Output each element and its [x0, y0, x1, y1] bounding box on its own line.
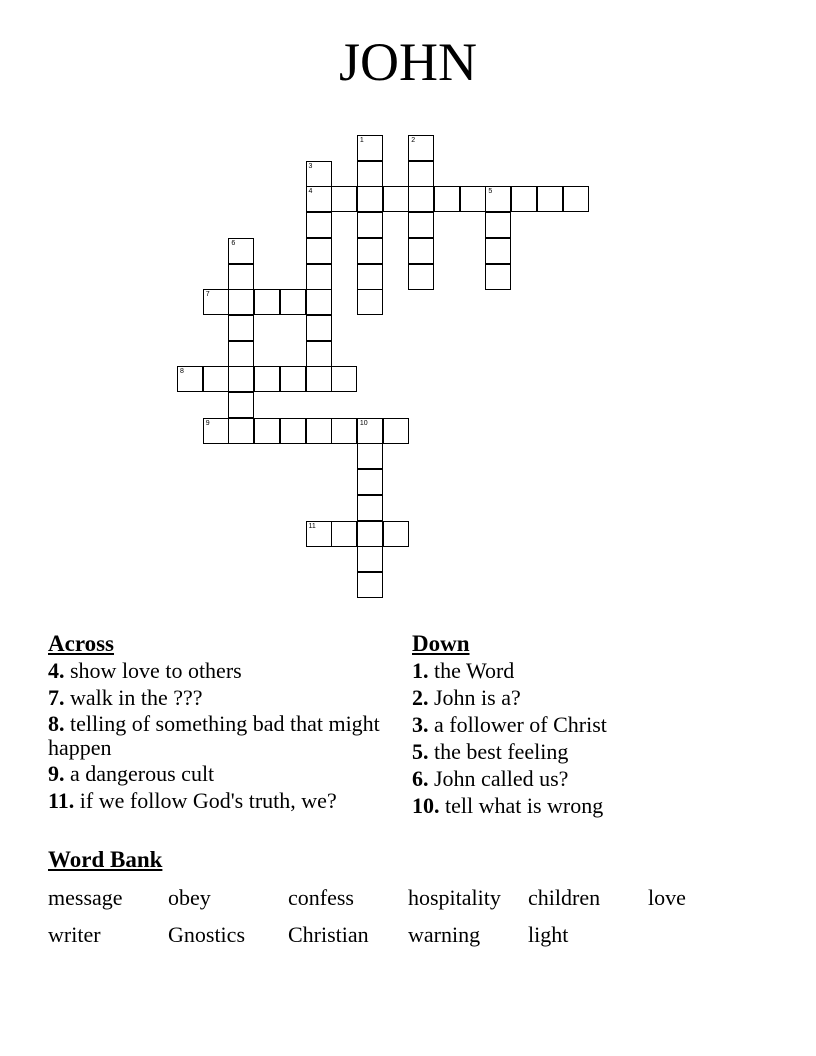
- down-clue: [412, 766, 772, 792]
- grid-cell[interactable]: [254, 289, 280, 315]
- clue-number-label: 10: [359, 419, 368, 427]
- grid-cell[interactable]: [228, 418, 254, 444]
- clue-text: John called us?: [434, 766, 569, 791]
- across-clue: [48, 658, 393, 684]
- grid-cell[interactable]: [331, 418, 357, 444]
- grid-cell[interactable]: [408, 161, 434, 187]
- grid-cell[interactable]: [228, 238, 254, 264]
- grid-cell[interactable]: [460, 186, 486, 212]
- word-bank-heading: Word Bank: [48, 847, 163, 872]
- grid-cell[interactable]: [306, 161, 332, 187]
- word-bank-item: confess: [288, 885, 354, 910]
- grid-cell[interactable]: [357, 161, 383, 187]
- clue-number-label: 1: [359, 137, 364, 144]
- word-bank-item: hospitality: [408, 885, 501, 910]
- clue-number-label: 7: [205, 291, 210, 299]
- clue-number-label: 6: [231, 239, 236, 247]
- grid-cell[interactable]: [280, 418, 306, 444]
- grid-cell[interactable]: [306, 212, 332, 238]
- grid-cell[interactable]: [357, 289, 383, 315]
- grid-cell[interactable]: [511, 186, 537, 212]
- grid-cell[interactable]: [485, 238, 511, 264]
- clue-number-label: 5: [488, 188, 493, 196]
- clue-number: 9.: [48, 761, 65, 786]
- down-clue: [412, 739, 772, 765]
- grid-cell[interactable]: [357, 212, 383, 238]
- word-bank-item: light: [528, 922, 569, 947]
- clue-number: 10.: [412, 793, 440, 818]
- word-bank-item: message: [48, 885, 123, 910]
- clue-number: 11.: [48, 788, 75, 813]
- grid-cell[interactable]: [228, 315, 254, 341]
- word-bank-item: love: [648, 885, 686, 910]
- clue-number: 5.: [412, 739, 429, 764]
- grid-cell[interactable]: [306, 186, 332, 212]
- grid-cell[interactable]: [280, 289, 306, 315]
- across-clue: [48, 685, 393, 711]
- clue-text: show love to others: [70, 658, 242, 683]
- grid-cell[interactable]: [306, 264, 332, 290]
- down-clue: [412, 685, 772, 711]
- grid-cell[interactable]: [331, 521, 357, 547]
- clue-number: 8.: [48, 711, 65, 736]
- down-clue: [412, 712, 772, 738]
- grid-cell[interactable]: [357, 135, 383, 161]
- grid-cell[interactable]: [357, 186, 383, 212]
- grid-cell[interactable]: [485, 264, 511, 290]
- grid-cell[interactable]: [408, 238, 434, 264]
- grid-cell[interactable]: [306, 315, 332, 341]
- grid-cell[interactable]: [203, 289, 229, 315]
- clue-number-label: 4: [308, 188, 313, 196]
- grid-cell[interactable]: [177, 366, 203, 392]
- grid-cell[interactable]: [357, 238, 383, 264]
- across-clues: [48, 630, 393, 815]
- grid-cell[interactable]: [331, 366, 357, 392]
- clue-text: walk in the ???: [70, 685, 203, 710]
- grid-cell[interactable]: [383, 186, 409, 212]
- grid-cell[interactable]: [434, 186, 460, 212]
- grid-cell[interactable]: [357, 572, 383, 598]
- clue-number: 1.: [412, 658, 429, 683]
- grid-cell[interactable]: [228, 392, 254, 418]
- across-clue: [48, 712, 393, 760]
- grid-cell[interactable]: [357, 521, 383, 547]
- clue-text: the best feeling: [434, 739, 569, 764]
- grid-cell[interactable]: [408, 186, 434, 212]
- grid-cell[interactable]: [228, 289, 254, 315]
- word-bank-item: Gnostics: [168, 922, 245, 947]
- grid-cell[interactable]: [357, 418, 383, 444]
- grid-cell[interactable]: [306, 366, 332, 392]
- grid-cell[interactable]: [306, 418, 332, 444]
- grid-cell[interactable]: [357, 546, 383, 572]
- clue-text: if we follow God's truth, we?: [79, 788, 337, 813]
- grid-cell[interactable]: [228, 341, 254, 367]
- clue-number: 6.: [412, 766, 429, 791]
- grid-cell[interactable]: [485, 186, 511, 212]
- clue-number: 4.: [48, 658, 65, 683]
- grid-cell[interactable]: [203, 418, 229, 444]
- clue-number-label: 8: [180, 368, 184, 376]
- grid-cell[interactable]: [357, 264, 383, 290]
- grid-cell[interactable]: [408, 135, 434, 161]
- grid-cell[interactable]: [331, 186, 357, 212]
- grid-cell[interactable]: [228, 366, 254, 392]
- clue-text: John is a?: [434, 685, 521, 710]
- clue-text: the Word: [434, 658, 515, 683]
- clue-text: tell what is wrong: [445, 793, 604, 818]
- grid-cell[interactable]: [203, 366, 229, 392]
- grid-cell[interactable]: [537, 186, 563, 212]
- clue-number-label: 3: [308, 162, 313, 170]
- clue-number-label: 9: [205, 419, 210, 427]
- word-bank: [48, 884, 788, 948]
- grid-cell[interactable]: [306, 521, 332, 547]
- grid-cell[interactable]: [357, 495, 383, 521]
- grid-cell[interactable]: [563, 186, 589, 212]
- grid-cell[interactable]: [306, 341, 332, 367]
- down-clues: [412, 630, 772, 820]
- word-bank-item: warning: [408, 922, 481, 947]
- word-bank-item: children: [528, 885, 601, 910]
- puzzle-title: JOHN: [338, 32, 477, 92]
- clue-text: a dangerous cult: [70, 761, 215, 786]
- down-clue: [412, 658, 772, 684]
- clue-number: 3.: [412, 712, 429, 737]
- down-clue: [412, 793, 772, 819]
- grid-cell[interactable]: [280, 366, 306, 392]
- across-heading: Across: [48, 631, 115, 656]
- word-bank-item: obey: [168, 885, 211, 910]
- grid-cell[interactable]: [408, 264, 434, 290]
- clue-text: a follower of Christ: [434, 712, 607, 737]
- grid-cell[interactable]: [357, 469, 383, 495]
- grid-cell[interactable]: [357, 443, 383, 469]
- word-bank-item: Christian: [288, 922, 369, 947]
- clue-number-label: 11: [308, 522, 316, 530]
- grid-cell[interactable]: [306, 289, 332, 315]
- clue-number: 7.: [48, 685, 65, 710]
- grid-cell[interactable]: [306, 238, 332, 264]
- clue-text: telling of something bad that might happen: [48, 711, 380, 760]
- grid-cell[interactable]: [383, 418, 409, 444]
- grid-cell[interactable]: [228, 264, 254, 290]
- word-bank-item: writer: [48, 922, 101, 947]
- across-clue: [48, 761, 393, 787]
- grid-cell[interactable]: [254, 366, 280, 392]
- across-clue: [48, 788, 393, 814]
- clue-number-label: 2: [411, 137, 416, 144]
- grid-cell[interactable]: [383, 521, 409, 547]
- grid-cell[interactable]: [254, 418, 280, 444]
- grid-cell[interactable]: [408, 212, 434, 238]
- down-heading: Down: [412, 631, 470, 656]
- grid-cell[interactable]: [485, 212, 511, 238]
- clue-number: 2.: [412, 685, 429, 710]
